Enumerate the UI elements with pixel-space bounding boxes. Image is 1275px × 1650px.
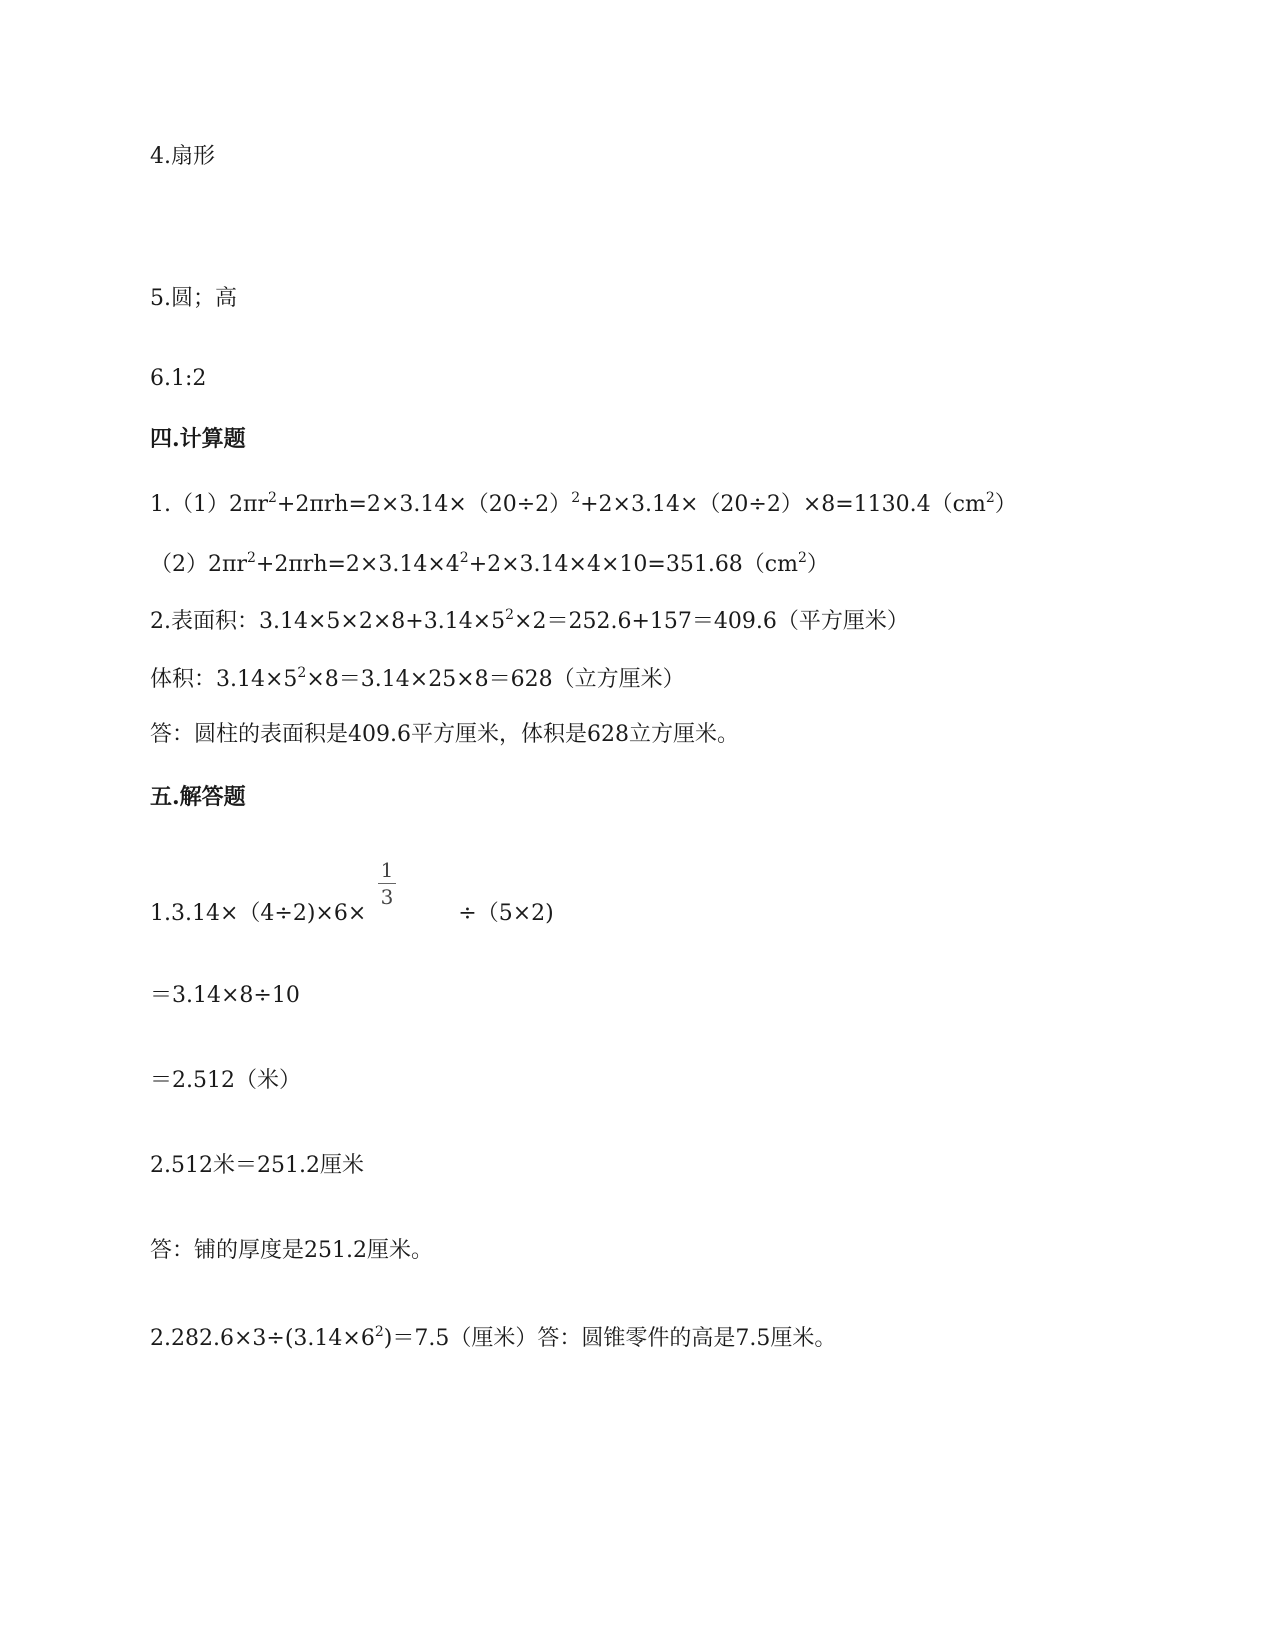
solution-1-answer: 答：铺的厚度是251.2厘米。 [150,1238,433,1263]
section-heading-solution: 五.解答题 [150,784,246,810]
fraction-numerator: 1 [380,858,394,882]
fraction-one-third [376,858,398,909]
fraction-denominator: 3 [380,885,394,909]
solution-1-step-1: ＝3.14×8÷10 [150,983,300,1008]
calc-1-part-1: $1.(1)2\pi r^2+2\pi rh=2\times 3.14\times(20\div 2)^2+2\times 3.14\times(20\div 2)\times 8=1130.4(cm^2)$ [150,490,1017,517]
calc-2-surface-area: 2.表面积：$3.14\times 5\times 2\times 8+3.14\times 5^2\times 2=252.6+157=409.6$（平方厘米） [150,607,909,634]
answer-4: 4.扇形 [150,144,215,169]
answer-6: 6.1:2 [150,366,207,391]
solution-1-step-2: ＝2.512（米） [150,1068,301,1093]
calc-2-answer: 答：圆柱的表面积是409.6平方厘米，体积是628立方厘米。 [150,722,739,747]
solution-1-step-3: 2.512米＝251.2厘米 [150,1153,364,1178]
answer-5: 5.圆；高 [150,286,237,311]
solution-1-expression: 1.3.14×（4÷2)×6× ÷（5×2) [150,901,554,926]
section-heading-calculation: 四.计算题 [150,426,246,452]
calc-1-part-2: $(2)2\pi r^2+2\pi rh=2\times 3.14\times 4^2+2\times 3.14\times 4\times 10=351.68(cm^2)$ [150,550,829,577]
solution-2: $2.282.6\times 3\div(3.14\times 6^2)=7.5$（厘米）答：圆锥零件的高是7.5厘米。 [150,1324,837,1351]
calc-2-volume: 体积：$3.14\times 5^2\times 8=3.14\times 25\times 8=628$（立方厘米） [150,665,685,692]
fraction-bar [378,883,396,884]
